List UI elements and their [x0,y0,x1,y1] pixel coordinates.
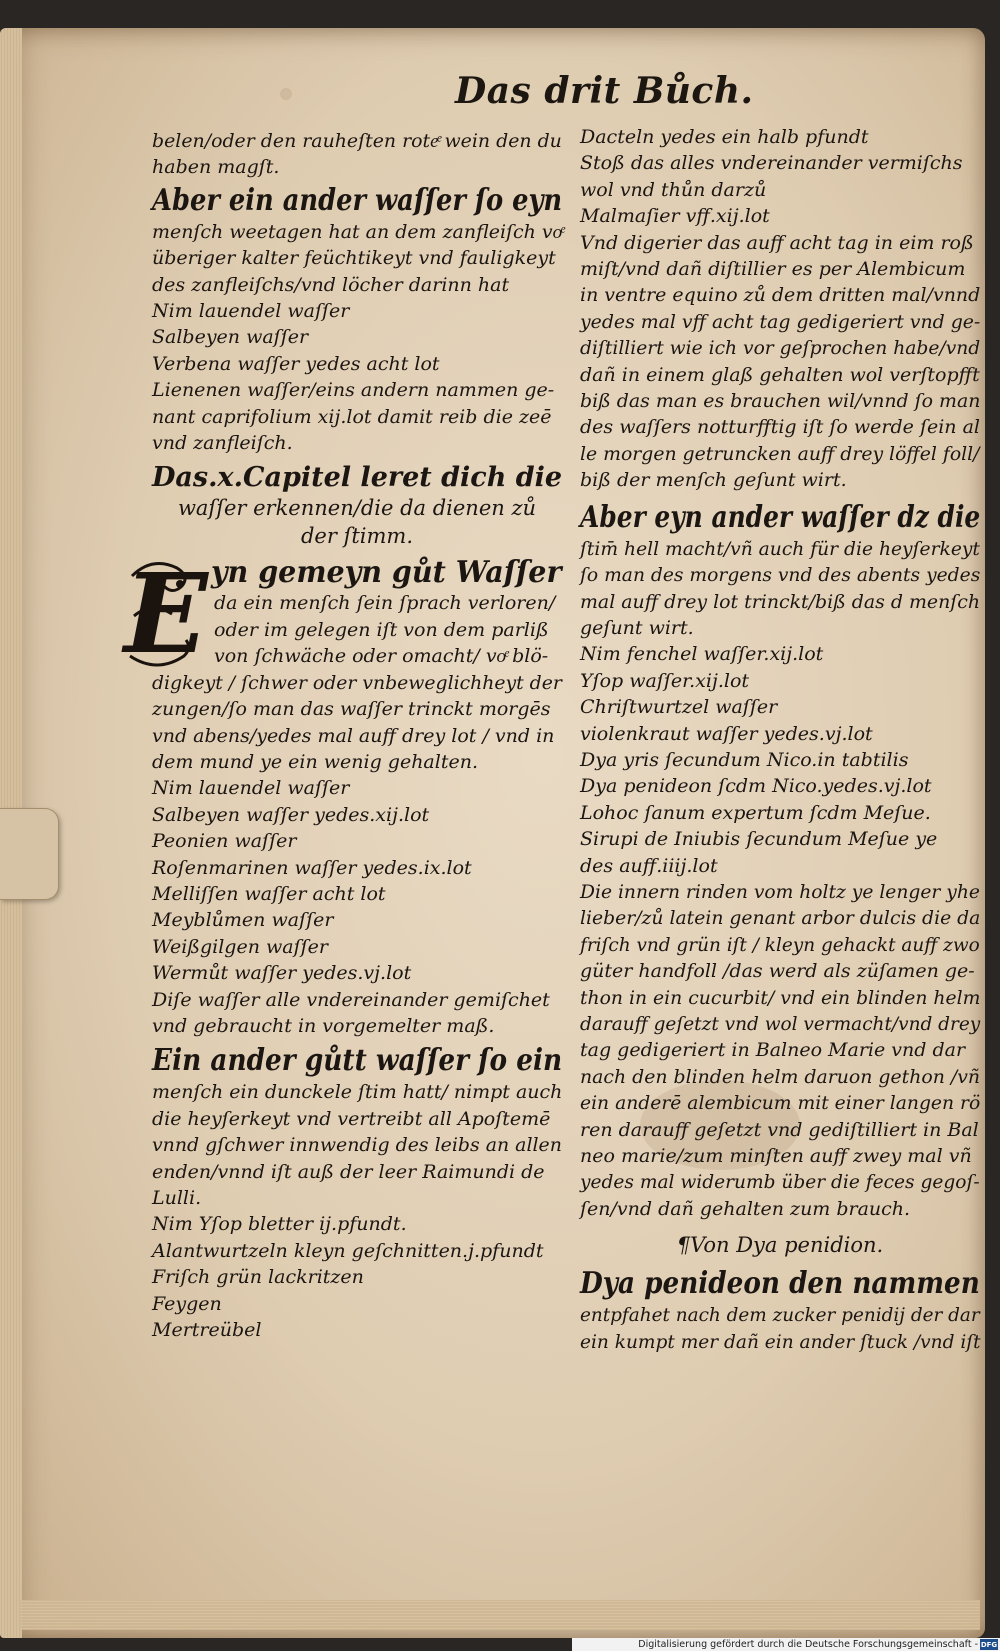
ink-spot [280,88,292,100]
left-top-lines [152,128,562,181]
text-line: Yſop waſſer.xij.lot [580,669,750,692]
section-mark: ¶Von Dya penidion. [676,1233,884,1258]
text-line: Lohoc ſanum expertum ſcdm Meſue. [580,801,931,824]
text-line: Feygen [152,1292,222,1315]
text-line: mal auff drey lot trinckt/biß das d menſch [580,590,981,613]
text-line: yn gemeyn gůt Waſſer [210,555,562,591]
text-line: des waſſers notturfftig iſt ſo werde ſein al [580,416,980,439]
text-line: thon in ein cucurbit/ vnd ein blinden helm [580,986,981,1009]
text-line: vnd gebraucht in vorgemelter maß. [152,1014,495,1037]
text-line: Nim lauendel waſſer [152,300,350,323]
text-line: yedes mal widerumb über die feces gegoſ‑ [580,1171,980,1194]
text-line: des zanfleiſchs/vnd löcher darinn hat [152,273,510,296]
text-line: Lienenen waſſer/eins andern nammen ge‑ [152,379,555,402]
text-line: überiger kalter feüchtikeyt vnd fauligkeyt [152,247,556,270]
text-line: wol vnd thůn darzů [580,178,767,201]
text-line: Malmaſier vff.xij.lot [580,205,770,228]
text-line: friſch vnd grün iſt / kleyn gehackt auff zwo [580,933,980,956]
text-line: haben magſt. [152,156,280,179]
text-line: Peonien waſſer [152,830,297,853]
right-column [580,124,980,1355]
text-line: Salbeyen waſſer yedes.xij.lot [152,803,430,826]
text-line: Dya penideon ſcdm Nico.yedes.vj.lot [580,775,932,798]
text-line: le morgen getruncken auff drey löffel foll/ [580,442,980,465]
text-line: Friſch grün lackritzen [152,1266,364,1289]
text-line: menſch ein dunckele ſtim hatt/ nimpt auch [152,1081,563,1104]
text-line: dem mund ye ein wenig gehalten. [152,750,478,773]
text-line: güter handfoll /das werd als züſamen ge‑ [580,960,975,983]
text-line: Dya yris ſecundum Nico.in tabtilis [580,748,909,771]
text-line: Die innern rinden vom holtz ye lenger yhe [580,880,980,903]
text-line: Vnd digerier das auff acht tag in eim roß [580,231,974,254]
text-line: ſtim̄ hell macht/vñ auch für die heyſerkeyt [580,537,980,560]
right-block-2 [580,536,980,1223]
chapter-heading: Das.x.Capitel leret dich die [152,462,563,494]
text-line: Meyblůmen waſſer [152,909,334,932]
text-line: Lulli. [152,1187,202,1209]
text-line: des auff.iiij.lot [580,854,718,877]
text-line: Nim Yſop bletter ij.pfundt. [152,1213,407,1236]
text-line: Salbeyen waſſer [152,326,309,349]
text-line: in ventre equino zů dem dritten mal/vnnd [580,284,981,307]
text-line: tag gedigeriert in Balneo Marie vnd dar [580,1039,966,1062]
text-line: miſt/vnd dañ diſtillier es per Alembicum [580,258,966,281]
chapter-subheading-line: der ſtimm. [300,524,413,549]
left-block-3 [152,1079,562,1343]
text-line: dañ in einem glaß gehalten wol verſtopfft [580,363,980,386]
text-line: Chriſtwurtzel waſſer [580,696,778,719]
text-line: oder im gelegen iſt von dem parliß [214,618,549,641]
text-line: die heyſerkeyt vnd vertreibt all Apoſtemē [152,1107,551,1130]
text-line: Dacteln yedes ein halb pfundt [580,126,869,148]
text-line: Roſenmarinen waſſer yedes.ix.lot [152,856,472,879]
text-line: violenkraut waſſer yedes.vj.lot [580,722,873,745]
text-line: vnnd gſchwer innwendig des leibs an allen [152,1134,562,1157]
paper-tab-marker [0,808,59,900]
decorated-initial: E [124,549,208,679]
text-line: ſo man des morgens vnd des abents yedes [580,564,981,587]
text-line: Sirupi de Iniubis ſecundum Meſue ye [580,828,938,851]
text-line: entpfahet nach dem zucker penidij der dar [580,1304,980,1327]
running-head: Das drit Bůch. [455,70,754,112]
text-line: Stoß das alles vndereinander vermiſchs [580,152,963,175]
text-line: biß der menſch geſunt wirt. [580,469,847,492]
text-line: enden/vnnd iſt auß der leer Raimundi de [152,1160,545,1183]
left-block-1 [152,219,562,457]
text-line: neo marie/zum minſten auff zwey mal vñ [580,1145,972,1168]
text-line: Nim fenchel waſſer.xij.lot [580,643,824,666]
text-line: Wermůt waſſer yedes.vj.lot [152,962,412,985]
text-line: von ſchwäche oder omacht/ voͤ blö‑ [214,645,549,668]
initial-paragraph [124,549,562,679]
dfg-logo: DFG [980,1640,998,1649]
chapter-subheading-line: waſſer erkennen/die da dienen zů [177,496,537,521]
right-block-3 [580,1302,980,1355]
text-line: Mertreübel [152,1319,262,1342]
text-line: biß das man es brauchen wil/vnnd ſo man [580,390,981,413]
text-line: yedes mal vff acht tag gedigeriert vnd ge‑ [580,310,981,333]
text-line: geſunt wirt. [580,616,694,639]
text-line: digkeyt / ſchwer oder vnbeweglichheyt der [152,671,562,694]
text-line: Diſe waſſer alle vndereinander gemiſchet [152,988,550,1011]
text-line: belen/oder den rauheſten roteͤ wein den du [152,130,562,152]
text-line: Melliſſen waſſer acht lot [152,882,386,905]
section-heading: Dya penideon den nammen [580,1266,980,1302]
page-edges-bottom [20,1600,980,1630]
text-line: ein anderē alembicum mit einer langen rö [580,1092,981,1115]
text-line: nant caprifolium xij.lot damit reib die zeē [152,405,552,428]
section-heading: Aber ein ander waſſer ſo eyn [152,182,563,218]
text-line: lieber/zů latein genant arbor dulcis die da [580,907,981,930]
text-line: menſch weetagen hat an dem zanfleiſch voͤ [152,220,563,243]
text-line: ein kumpt mer dañ ein ander ſtuck /vnd iſt [580,1330,981,1353]
left-block-2 [152,670,562,1040]
left-column [124,128,563,1343]
text-line: ren darauff geſetzt vnd gediſtilliert in Bal [580,1118,979,1141]
section-heading: Ein ander gůtt waſſer ſo ein [152,1043,563,1079]
text-line: Verbena waſſer yedes acht lot [152,352,440,375]
text-line: diſtilliert wie ich vor geſprochen habe/vnd [580,337,981,360]
right-block-1 [580,124,980,494]
text-line: da ein menſch ſein ſprach verloren/ [214,592,556,615]
text-line: vnd abens/yedes mal auff drey lot / vnd in [152,724,555,747]
text-line: ſen/vnd dañ gehalten zum brauch. [580,1197,911,1220]
text-line: darauff geſetzt vnd wol vermacht/vnd drey [580,1013,981,1035]
text-line: Weißgilgen waſſer [152,935,328,958]
text-line: Alantwurtzeln kleyn geſchnitten.j.pfundt [152,1239,544,1262]
text-line: zungen/ſo man das waſſer trinckt morgēs [152,698,551,721]
section-heading: Aber eyn ander waſſer dz die [580,499,981,535]
text-line: Nim lauendel waſſer [152,777,350,800]
digitization-footer [572,1638,1000,1651]
text-line: vnd zanfleiſch. [152,432,293,455]
footer-text: Digitalisierung gefördert durch die Deutsche Forschungsgemeinschaft - [638,1639,978,1650]
text-line: nach den blinden helm daruon gethon /vñ [580,1065,981,1088]
